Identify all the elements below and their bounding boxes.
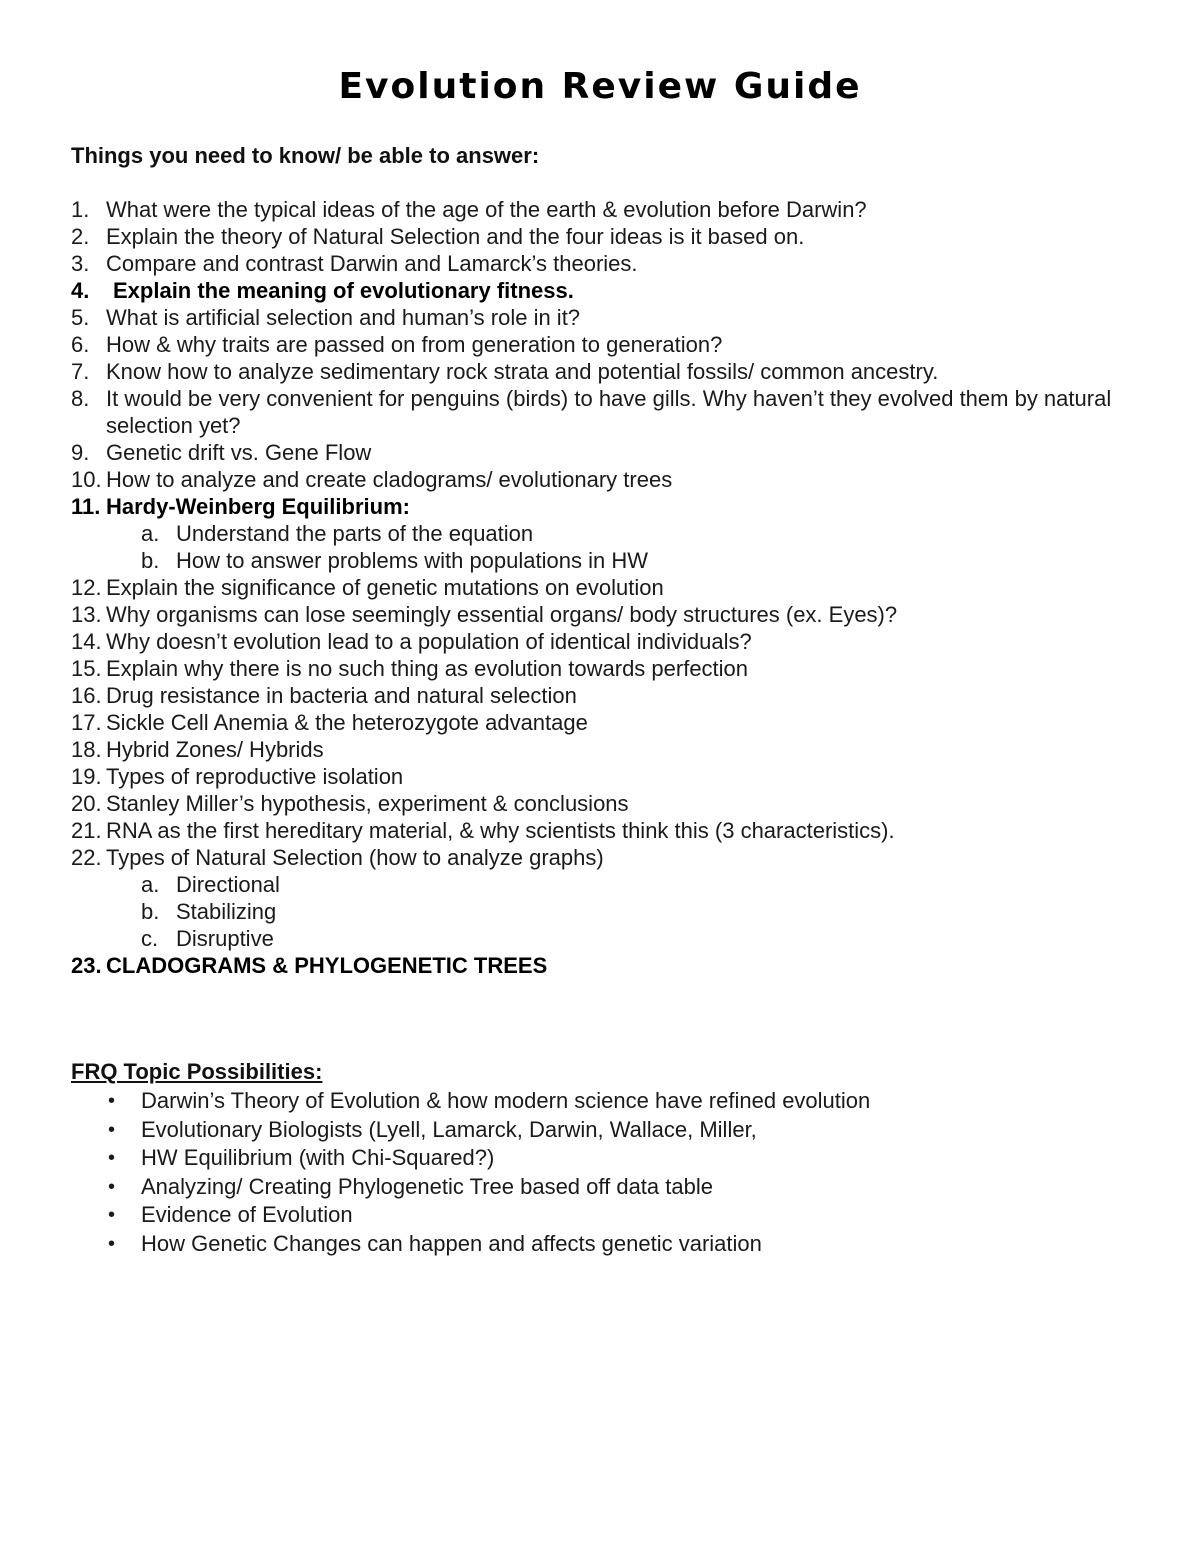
list-item-text: Explain the theory of Natural Selection and the four ideas is it based on. [106,224,805,249]
list-item-text: Explain the meaning of evolutionary fitness. [113,278,574,303]
list-item-text: Genetic drift vs. Gene Flow [106,440,372,465]
list-item [71,736,1151,763]
list-item-number: 4. [71,278,90,303]
list-item-text: Why doesn’t evolution lead to a population of identical individuals? [106,629,752,654]
list-item-number: 18. [71,737,102,762]
list-item-number: 13. [71,602,102,627]
list-item-number: 17. [71,710,102,735]
list-subitem [71,547,1151,574]
list-item-number: 7. [71,359,90,384]
list-item-number: b. [141,899,160,924]
bullet-item [71,1116,1151,1145]
list-item-number: 1. [71,197,90,222]
list-item-number: 21. [71,818,102,843]
list-item-number: 3. [71,251,90,276]
list-item-text: Explain the significance of genetic mutations on evolution [106,575,664,600]
list-item-number: b. [141,548,160,573]
list-item [71,790,1151,817]
list-item-text: Hybrid Zones/ Hybrids [106,737,324,762]
list-item [71,385,1151,439]
list-item-number: 23. [71,953,102,978]
list-item-text: What were the typical ideas of the age of the earth & evolution before Darwin? [106,197,867,222]
list-item [71,655,1151,682]
bullet-item [71,1201,1151,1230]
intro-text: Things you need to know/ be able to answer: [71,143,540,168]
question-list [71,196,1151,979]
list-item-text: What is artificial selection and human’s role in it? [106,305,581,330]
list-item-text: Sickle Cell Anemia & the heterozygote advantage [106,710,588,735]
list-item [71,466,1151,493]
list-subitem [71,871,1151,898]
bullet-item [71,1144,1151,1173]
bullet-icon: • [108,1232,116,1255]
list-item [71,601,1151,628]
bullet-icon: • [108,1090,116,1112]
list-item-number: 16. [71,683,102,708]
list-item-text: Stabilizing [176,899,277,924]
list-item [71,763,1151,790]
list-item-text: Disruptive [176,926,274,951]
bullet-icon: • [108,1204,116,1227]
list-item-text: It would be very convenient for penguins (birds) to have gills. Why haven’t they evolved them by natural selection yet? [106,386,1112,438]
list-item-number: 10. [71,467,102,492]
list-item-text: Directional [176,872,280,897]
list-item-number: 22. [71,845,102,870]
list-item-number: 15. [71,656,102,681]
bullet-item [71,1230,1151,1259]
list-item-text: How & why traits are passed on from generation to generation? [106,332,723,357]
list-item-number: a. [141,521,160,546]
list-item-text: Explain why there is no such thing as evolution towards perfection [106,656,749,681]
frq-topic-list [71,1087,1151,1259]
bullet-text: How Genetic Changes can happen and affects genetic variation [141,1230,762,1256]
document-title: Evolution Review Guide [338,66,862,107]
list-item-text: Drug resistance in bacteria and natural selection [106,683,577,708]
list-item [71,196,1151,223]
bullet-text: Evidence of Evolution [141,1202,353,1228]
frq-heading: FRQ Topic Possibilities: [71,1059,323,1084]
bullet-icon: • [108,1118,116,1141]
list-item [71,358,1151,385]
list-item-number: 9. [71,440,90,465]
list-item [71,952,1151,979]
bullet-text: HW Equilibrium (with Chi-Squared?) [141,1145,495,1171]
list-item-number: 5. [71,305,90,330]
list-item-number: 14. [71,629,102,654]
list-item [71,493,1151,520]
list-item [71,331,1151,358]
list-item-text: CLADOGRAMS & PHYLOGENETIC TREES [106,953,548,978]
list-item [71,628,1151,655]
list-item-number: 19. [71,764,102,789]
list-item-text: Understand the parts of the equation [176,521,534,546]
list-item-text: Types of Natural Selection (how to analyze graphs) [106,845,604,870]
list-item [71,844,1151,871]
list-item [71,574,1151,601]
list-item-text: Know how to analyze sedimentary rock strata and potential fossils/ common ancestry. [106,359,939,384]
list-subitem [71,520,1151,547]
bullet-icon: • [108,1147,116,1170]
list-item-number: a. [141,872,160,897]
list-subitem [71,898,1151,925]
list-item-text: Stanley Miller’s hypothesis, experiment & conclusions [106,791,629,816]
list-item-number: 2. [71,224,90,249]
list-item [71,250,1151,277]
list-item [71,277,1151,304]
bullet-text: Darwin’s Theory of Evolution & how modern science have refined evolution [141,1088,871,1113]
list-item-text: Compare and contrast Darwin and Lamarck’s theories. [106,251,638,276]
list-item-text: Hardy-Weinberg Equilibrium: [106,494,410,519]
list-item-text: How to analyze and create cladograms/ evolutionary trees [106,467,673,492]
list-item [71,439,1151,466]
list-item-number: c. [141,926,159,951]
list-item [71,682,1151,709]
list-item-number: 12. [71,575,102,600]
bullet-icon: • [108,1175,116,1198]
list-item-text: RNA as the first hereditary material, & why scientists think this (3 characteristics). [106,818,895,843]
list-item [71,223,1151,250]
list-item-number: 11. [71,494,101,519]
list-item-number: 8. [71,386,90,411]
list-item [71,709,1151,736]
list-subitem [71,925,1151,952]
bullet-text: Analyzing/ Creating Phylogenetic Tree based off data table [141,1173,713,1199]
list-item-text: Why organisms can lose seemingly essential organs/ body structures (ex. Eyes)? [106,602,898,627]
list-item-text: Types of reproductive isolation [106,764,404,789]
list-item-number: 20. [71,791,102,816]
bullet-item [71,1087,1151,1116]
list-item [71,817,1151,844]
list-item-text: How to answer problems with populations in HW [176,548,648,573]
bullet-item [71,1173,1151,1202]
bullet-text: Evolutionary Biologists (Lyell, Lamarck, Darwin, Wallace, Miller, [141,1116,757,1142]
list-item [71,304,1151,331]
list-item-number: 6. [71,332,90,357]
